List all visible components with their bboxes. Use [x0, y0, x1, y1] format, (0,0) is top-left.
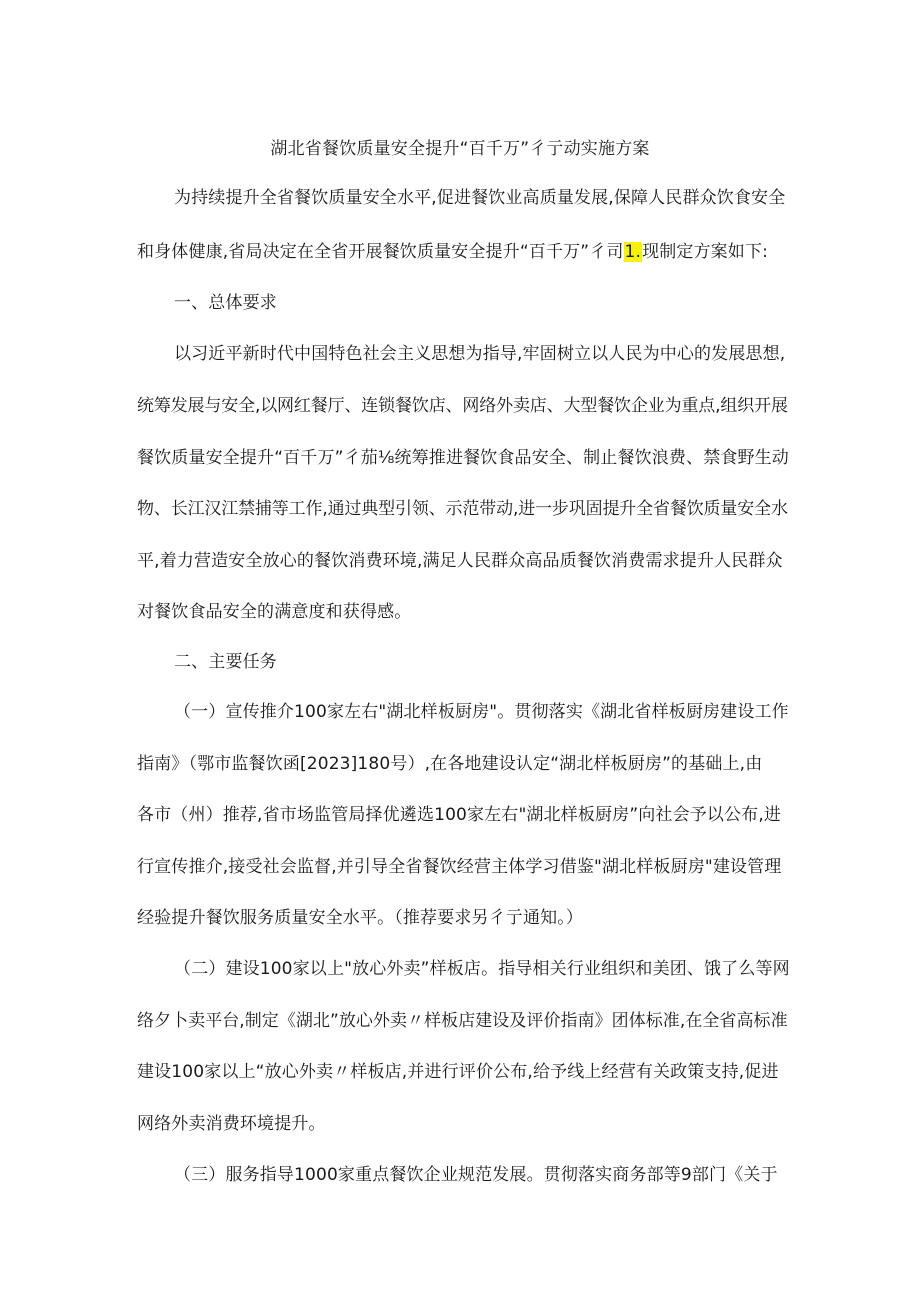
- section-heading-1: 一、总体要求: [174, 293, 277, 313]
- paragraph-line: 经验提升餐饮服务质量安全水平。（推荐要求另彳亍通知。）: [137, 908, 584, 928]
- paragraph-line: 建设100家以上“放心外卖〃样板店,并进行评价公布,给予线上经营有关政策支持,促进: [137, 1062, 779, 1082]
- paragraph-line: 各市（州）推荐,省市场监管局择优遴选100家左右"湖北样板厨房”向社会予以公布,进: [137, 805, 782, 825]
- paragraph-line: 以习近平新时代中国特色社会主义思想为指导,牢固树立以人民为中心的发展思想,: [174, 344, 786, 364]
- paragraph-line: 餐饮质量安全提升“百千万”彳茄⅛统筹推进餐饮食品安全、制止餐饮浪费、禁食野生动: [137, 448, 789, 468]
- intro-line-1: 为持续提升全省餐饮质量安全水平,促进餐饮业高质量发展,保障人民群众饮食安全: [174, 188, 786, 208]
- paragraph-line: （三）服务指导1000家重点餐饮企业规范发展。贯彻落实商务部等9部门《关于: [174, 1165, 778, 1185]
- section-heading-2: 二、主要任务: [174, 652, 277, 672]
- intro-line-2-text-b: 现制定方案如下:: [642, 242, 768, 262]
- paragraph-line: 对餐饮食品安全的满意度和获得感。: [137, 602, 412, 622]
- intro-line-2-text-a: 和身体健康,省局决定在全省开展餐饮质量安全提升“百千万”彳司: [137, 242, 624, 262]
- paragraph-line: （一）宣传推介100家左右"湖北样板厨房"。贯彻落实《湖北省样板厨房建设工作: [174, 702, 789, 722]
- paragraph-line: 网络外卖消费环境提升。: [137, 1114, 326, 1134]
- highlighted-text: 1.: [624, 242, 642, 262]
- paragraph-line: 平,着力营造安全放心的餐饮消费环境,满足人民群众高品质餐饮消费需求提升人民群众: [137, 551, 783, 571]
- paragraph-line: 络夕卜卖平台,制定《湖北”放心外卖〃样板店建设及评价指南》团体标准,在全省高标准: [137, 1011, 788, 1031]
- paragraph-line: 统筹发展与安全,以网红餐厅、连锁餐饮店、网络外卖店、大型餐饮企业为重点,组织开展: [137, 396, 788, 416]
- paragraph-line: 指南》（鄂市监餐饮函[2023]180号）,在各地建设认定“湖北样板厨房”的基础上,由: [137, 754, 763, 774]
- document-title: 湖北省餐饮质量安全提升“百千万”彳亍动实施方案: [270, 139, 650, 159]
- paragraph-line: 物、长江汉江禁捕等工作,通过典型引领、示范带动,进一步巩固提升全省餐饮质量安全水: [137, 499, 788, 519]
- intro-line-2: [137, 240, 768, 264]
- paragraph-line: （二）建设100家以上"放心外卖”样板店。指导相关行业组织和美团、饿了么等网: [174, 959, 790, 979]
- paragraph-line: 行宣传推介,接受社会监督,并引导全省餐饮经营主体学习借鉴"湖北样板厨房"建设管理: [137, 857, 782, 877]
